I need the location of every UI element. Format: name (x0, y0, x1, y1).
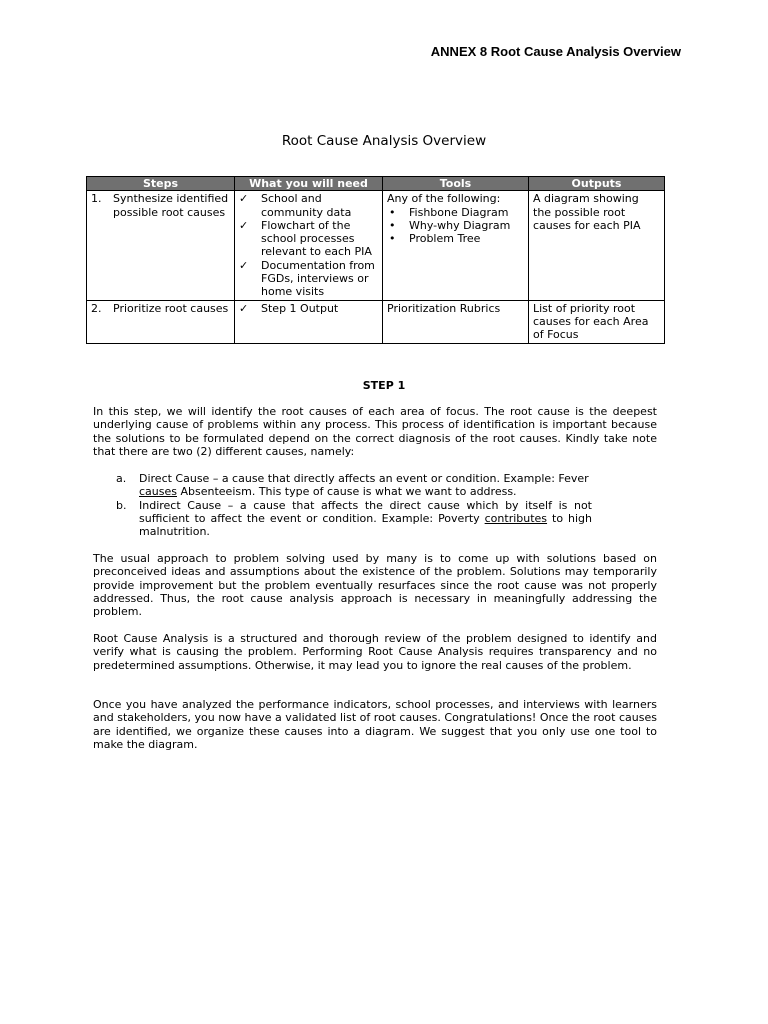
cause-tail: Absenteeism. This type of cause is what we want to address. (177, 485, 517, 499)
list-marker: b. (116, 498, 127, 512)
header-needs: What you will need (235, 177, 383, 191)
tools-intro: Any of the following: (387, 192, 501, 206)
output-cell: List of priority root causes for each Area of Focus (529, 300, 665, 343)
table-row (87, 300, 665, 343)
paragraph-intro: In this step, we will identify the root causes of each area of focus. The root cause is the deepest underlying cause of problems within any process. This process of identification is important because the solutions to be formulated depend on the correct diagnosis of the root causes. Kindly take note that there are two (2) different causes, namely: (93, 405, 657, 458)
table-row (87, 191, 665, 300)
list-item-text (139, 499, 592, 539)
step-text: Synthesize identified possible root causes (113, 192, 229, 219)
need-item: Flowchart of the school processes relevant to each PIA (261, 218, 372, 259)
cause-lead: Direct Cause – a cause that directly affects an event or condition. Example: Fever (139, 472, 589, 485)
step-number: 2. (91, 301, 102, 315)
tools-cell (383, 191, 529, 300)
paragraph-rca-definition: Root Cause Analysis is a structured and thorough review of the problem designed to identify and verify what is causing the problem. Performing Root Cause Analysis requires transparency and no predetermined assumptions. Otherwise, it may lead you to ignore the real causes of the problem. (93, 632, 657, 672)
list-item-text (139, 472, 592, 499)
bullet-icon: • (389, 205, 396, 219)
check-icon: ✓ (239, 258, 249, 272)
need-item: Step 1 Output (261, 301, 339, 315)
need-item: School and community data (261, 192, 352, 219)
bullet-icon: • (389, 218, 396, 232)
cause-tail: to high malnutrition. (139, 511, 592, 539)
need-item: Documentation from FGDs, interviews or home visits (261, 258, 375, 299)
list-item (116, 472, 592, 499)
cause-lead: Indirect Cause – a cause that affects the direct cause which by itself is not sufficient to affect the event or condition. Example: Poverty (139, 498, 592, 525)
paragraph-approach: The usual approach to problem solving used by many is to come up with solutions based on preconceived ideas and assumptions about the existence of the problem. Solutions may temporarily provide improvement but the problem eventually resurfaces since the root cause was not properly addressed. Thus, the root cause analysis approach is necessary in meaningfully addressing the problem. (93, 552, 657, 619)
cause-verb: causes (139, 485, 177, 499)
needs-cell (235, 300, 383, 343)
check-icon: ✓ (239, 192, 249, 206)
step-cell (87, 300, 235, 343)
check-icon: ✓ (239, 301, 249, 315)
check-icon: ✓ (239, 218, 249, 232)
tool-item: Problem Tree (409, 232, 481, 246)
step-cell (87, 191, 235, 300)
table-header-row (87, 177, 665, 191)
annex-header: ANNEX 8 Root Cause Analysis Overview (430, 44, 681, 59)
tools-cell: Prioritization Rubrics (383, 300, 529, 343)
step-number: 1. (91, 192, 102, 206)
header-outputs: Outputs (529, 177, 665, 191)
list-marker: a. (116, 472, 127, 485)
paragraph-next-steps: Once you have analyzed the performance indicators, school processes, and interviews with learners and stakeholders, you now have a validated list of root causes. Congratulations! Once the root causes are identified, we organize these causes into a diagram. We suggest that you only use one tool to make the diagram. (93, 698, 657, 751)
header-steps: Steps (87, 177, 235, 191)
output-cell: A diagram showing the possible root causes for each PIA (529, 191, 665, 300)
tool-item: Fishbone Diagram (409, 205, 509, 219)
causes-list (116, 472, 592, 538)
list-item (116, 499, 592, 539)
document-title: Root Cause Analysis Overview (281, 133, 487, 149)
tool-item: Why-why Diagram (409, 218, 511, 232)
cause-verb: contributes (484, 511, 548, 525)
overview-table (86, 176, 665, 344)
bullet-icon: • (389, 232, 396, 246)
step-heading: STEP 1 (362, 379, 406, 392)
step-text: Prioritize root causes (113, 301, 229, 315)
header-tools: Tools (383, 177, 529, 191)
needs-cell (235, 191, 383, 300)
